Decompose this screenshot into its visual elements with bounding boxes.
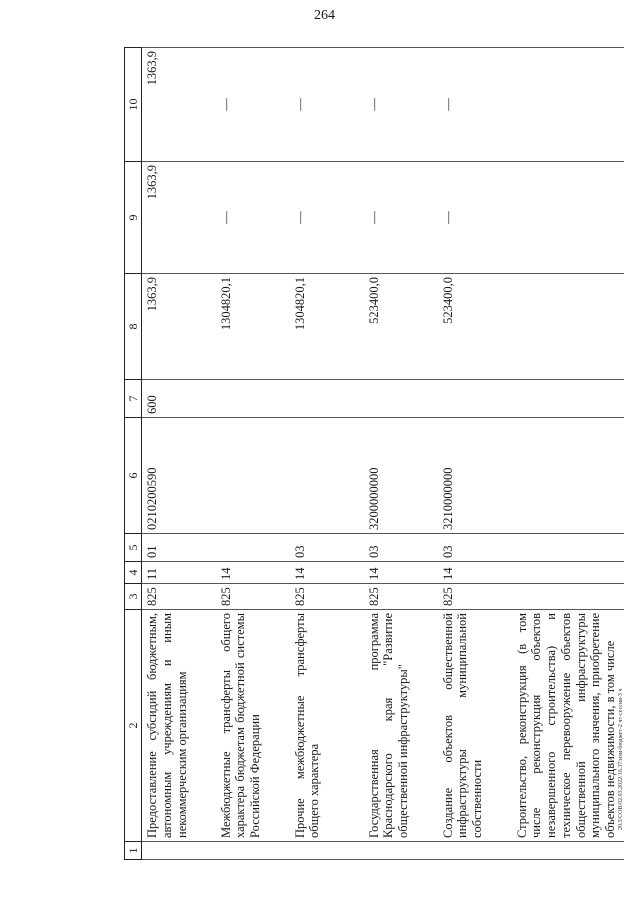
- row-number: [512, 842, 624, 860]
- column-header: 7: [125, 380, 142, 418]
- column-header: 8: [125, 274, 142, 380]
- amount-col9: [512, 162, 624, 274]
- row-number: [364, 842, 438, 860]
- ministry-code: 825: [216, 584, 290, 610]
- column-header: 9: [125, 162, 142, 274]
- column-header: 3: [125, 584, 142, 610]
- section-code: 14: [290, 562, 364, 584]
- row-number: [438, 842, 512, 860]
- amount-col10: —: [438, 48, 512, 162]
- column-header: 4: [125, 562, 142, 584]
- subsection-code: 03: [364, 534, 438, 562]
- expense-type-code: [364, 380, 438, 418]
- column-header: 10: [125, 48, 142, 162]
- amount-col8: 1363,9: [142, 274, 216, 380]
- ministry-code: [512, 584, 624, 610]
- row-number: [216, 842, 290, 860]
- ministry-code: 825: [364, 584, 438, 610]
- amount-col9: —: [290, 162, 364, 274]
- amount-col8: 1304820,1: [216, 274, 290, 380]
- amount-col8: 523400,0: [364, 274, 438, 380]
- target-article-code: [290, 418, 364, 534]
- table-row: [364, 48, 438, 860]
- row-description: Прочие межбюджетные трансферты общего характера: [290, 610, 364, 842]
- expense-type-code: [216, 380, 290, 418]
- budget-table: [124, 47, 624, 860]
- expense-type-code: [512, 380, 624, 418]
- amount-col9: 1363,9: [142, 162, 216, 274]
- section-code: 14: [216, 562, 290, 584]
- target-article-code: [216, 418, 290, 534]
- section-code: 14: [438, 562, 512, 584]
- section-code: 14: [364, 562, 438, 584]
- amount-col10: 1363,9: [142, 48, 216, 162]
- target-article-code: 0210200590: [142, 418, 216, 534]
- subsection-code: 01: [142, 534, 216, 562]
- budget-table-container: [124, 48, 618, 860]
- amount-col8: 523400,0: [438, 274, 512, 380]
- subsection-code: 03: [290, 534, 364, 562]
- row-description: Строительство, реконструкция (в том числе реконструкция объектов незавершенного строительства) и техническое перевооружение объектов общественной инфраструктуры муниципального значения, приобретение объектов недвижимости, в том числе: [512, 610, 624, 842]
- subsection-code: [216, 534, 290, 562]
- target-article-code: [512, 418, 624, 534]
- ministry-code: 825: [290, 584, 364, 610]
- ministry-code: 825: [142, 584, 216, 610]
- expense-type-code: [290, 380, 364, 418]
- subsection-code: 03: [438, 534, 512, 562]
- amount-col9: —: [216, 162, 290, 274]
- target-article-code: 3200000000: [364, 418, 438, 534]
- section-code: [512, 562, 624, 584]
- amount-col8: [512, 274, 624, 380]
- row-number: [142, 842, 216, 860]
- column-header: 6: [125, 418, 142, 534]
- amount-col10: —: [364, 48, 438, 162]
- table-row: [512, 48, 624, 860]
- table-row: [438, 48, 512, 860]
- amount-col9: —: [364, 162, 438, 274]
- page-number: 264: [314, 8, 335, 23]
- row-description: Предоставление субсидий бюджетным, автономным учреждениям и иным некоммерческим организациям: [142, 610, 216, 842]
- column-header: 2: [125, 610, 142, 842]
- amount-col10: —: [216, 48, 290, 162]
- expense-type-code: [438, 380, 512, 418]
- row-description: Создание объектов общественной инфраструктуры муниципальной собственности: [438, 610, 512, 842]
- row-number: [290, 842, 364, 860]
- ministry-code: 825: [438, 584, 512, 610]
- table-row: [216, 48, 290, 860]
- document-reference: 20.3/СОВ/02.03.2022/16.37/изм-бюджет-2 чт-сессия-3 ч: [618, 688, 624, 830]
- target-article-code: 3210000000: [438, 418, 512, 534]
- table-header-row: [125, 48, 142, 860]
- amount-col9: —: [438, 162, 512, 274]
- column-header: 5: [125, 534, 142, 562]
- column-header: 1: [125, 842, 142, 860]
- expense-type-code: 600: [142, 380, 216, 418]
- amount-col10: [512, 48, 624, 162]
- amount-col10: —: [290, 48, 364, 162]
- table-row: [290, 48, 364, 860]
- subsection-code: [512, 534, 624, 562]
- amount-col8: 1304820,1: [290, 274, 364, 380]
- row-description: Межбюджетные трансферты общего характера бюджетам бюджетной системы Российской Федерации: [216, 610, 290, 842]
- row-description: Государственная программа Краснодарского края "Развитие общественной инфраструктуры": [364, 610, 438, 842]
- section-code: 11: [142, 562, 216, 584]
- table-row: [142, 48, 216, 860]
